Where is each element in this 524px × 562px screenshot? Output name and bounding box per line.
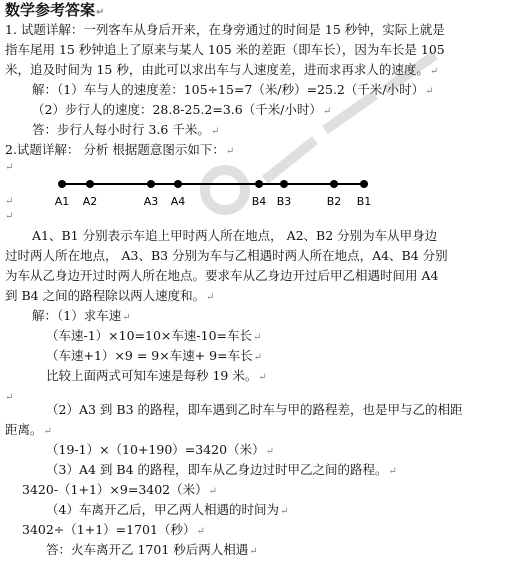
return-mark: ↵: [279, 506, 289, 517]
document-title: 数学参考答案↵: [5, 1, 105, 19]
return-mark: ↵: [43, 426, 52, 437]
return-mark: ↵: [96, 7, 105, 18]
return-mark: ↵: [5, 392, 14, 403]
point-a1: [58, 180, 66, 188]
point-a4: [174, 180, 182, 188]
point-a2: [86, 180, 94, 188]
position-diagram: [0, 168, 524, 220]
return-mark: ↵: [265, 446, 274, 457]
return-mark: ↵: [388, 466, 397, 477]
return-mark: ↵: [206, 292, 215, 303]
solution-step-2: （2）A3 到 B3 的路程，即车遇到乙时车与甲的路程差，也是甲与乙的相距: [46, 402, 463, 417]
p1-line-3: 米，追及时间为 15 秒，由此可以求出车与人速度差，进而求再求人的速度。↵: [5, 62, 439, 77]
p2-line-4: 到 B4 之间的路程除以两人速度和。↵: [5, 288, 215, 303]
point-b1: [360, 180, 368, 188]
label-a3: A3: [143, 195, 159, 208]
return-mark: ↵: [210, 126, 220, 137]
solution-step-4: （4）车离开乙后，甲乙两人相遇的时间为↵: [46, 502, 289, 517]
p2-line-2: 过时两人所在地点， A3、B3 分别为车与乙相遇时两人所在地点，A4、B4 分别: [5, 248, 448, 263]
equation-3: （19-1）×（10+190）=3420（米）↵: [46, 442, 274, 457]
p1-solution-2: （2）步行人的速度：28.8-25.2=3.6（千米/小时）↵: [32, 102, 332, 117]
label-b2: B2: [326, 195, 342, 208]
solution-step-2-cont: 距离。↵: [5, 422, 52, 437]
label-a4: A4: [170, 195, 186, 208]
final-answer: 答：火车离开乙 1701 秒后两人相遇↵: [46, 542, 258, 557]
return-mark: ↵: [208, 486, 218, 497]
return-mark: ↵: [253, 332, 262, 343]
label-b1: B1: [356, 195, 372, 208]
equation-1: （车速-1）×10=10×车速-10=车长↵: [46, 328, 262, 343]
equation-5: 3402÷（1+1）=1701（秒）↵: [22, 522, 205, 537]
return-mark: ↵: [258, 372, 267, 383]
return-mark: ↵: [225, 146, 235, 157]
return-mark: ↵: [253, 352, 262, 363]
p1-line-2: 指车尾用 15 秒钟追上了原来与某人 105 米的差距（即车长），因为车长是 105: [5, 42, 445, 57]
label-a2: A2: [82, 195, 98, 208]
p1-solution-1: 解：（1）车与人的速度差：105÷15=7（米/秒）=25.2（千米/小时）↵: [32, 82, 434, 97]
return-mark: ↵: [322, 106, 332, 117]
solution-step-3: （3）A4 到 B4 的路程，即车从乙身边过时甲乙之间的路程。↵: [46, 462, 397, 477]
solution-step-1: 解：（1）求车速↵: [32, 308, 131, 323]
label-a1: A1: [54, 195, 70, 208]
p1-line-1: 1. 试题详解：一列客车从身后开来，在身旁通过的时间是 15 秒钟，实际上就是: [5, 22, 445, 37]
p2-heading: 2.试题详解： 分析 根据题意图示如下：↵: [5, 142, 235, 157]
equation-2: （车速+1）×9 = 9×车速+ 9=车长↵: [46, 348, 262, 363]
car-speed-result: 比较上面两式可知车速是每秒 19 米。↵: [46, 368, 267, 383]
p2-line-1: A1、B1 分别表示车追上甲时两人所在地点， A2、B2 分别为车从甲身边: [32, 228, 438, 243]
return-mark: ↵: [122, 312, 131, 323]
return-mark: ↵: [5, 196, 14, 207]
return-mark: ↵: [5, 162, 14, 173]
point-b2: [330, 180, 338, 188]
p1-answer: 答：步行人每小时行 3.6 千米。↵: [32, 122, 220, 137]
return-mark: ↵: [196, 526, 205, 537]
return-mark: ↵: [429, 66, 439, 77]
return-mark: ↵: [425, 86, 434, 97]
return-mark: ↵: [249, 546, 258, 557]
equation-4: 3420-（1+1）×9=3402（米）↵: [22, 482, 218, 497]
point-b3: [280, 180, 288, 188]
label-b4: B4: [251, 195, 267, 208]
point-a3: [147, 180, 155, 188]
return-mark: ↵: [5, 211, 14, 222]
point-b4: [255, 180, 263, 188]
label-b3: B3: [276, 195, 292, 208]
p2-line-3: 为车从乙身边开过时两人所在地点。要求车从乙身边开过后甲乙相遇时间用 A4: [5, 268, 439, 283]
